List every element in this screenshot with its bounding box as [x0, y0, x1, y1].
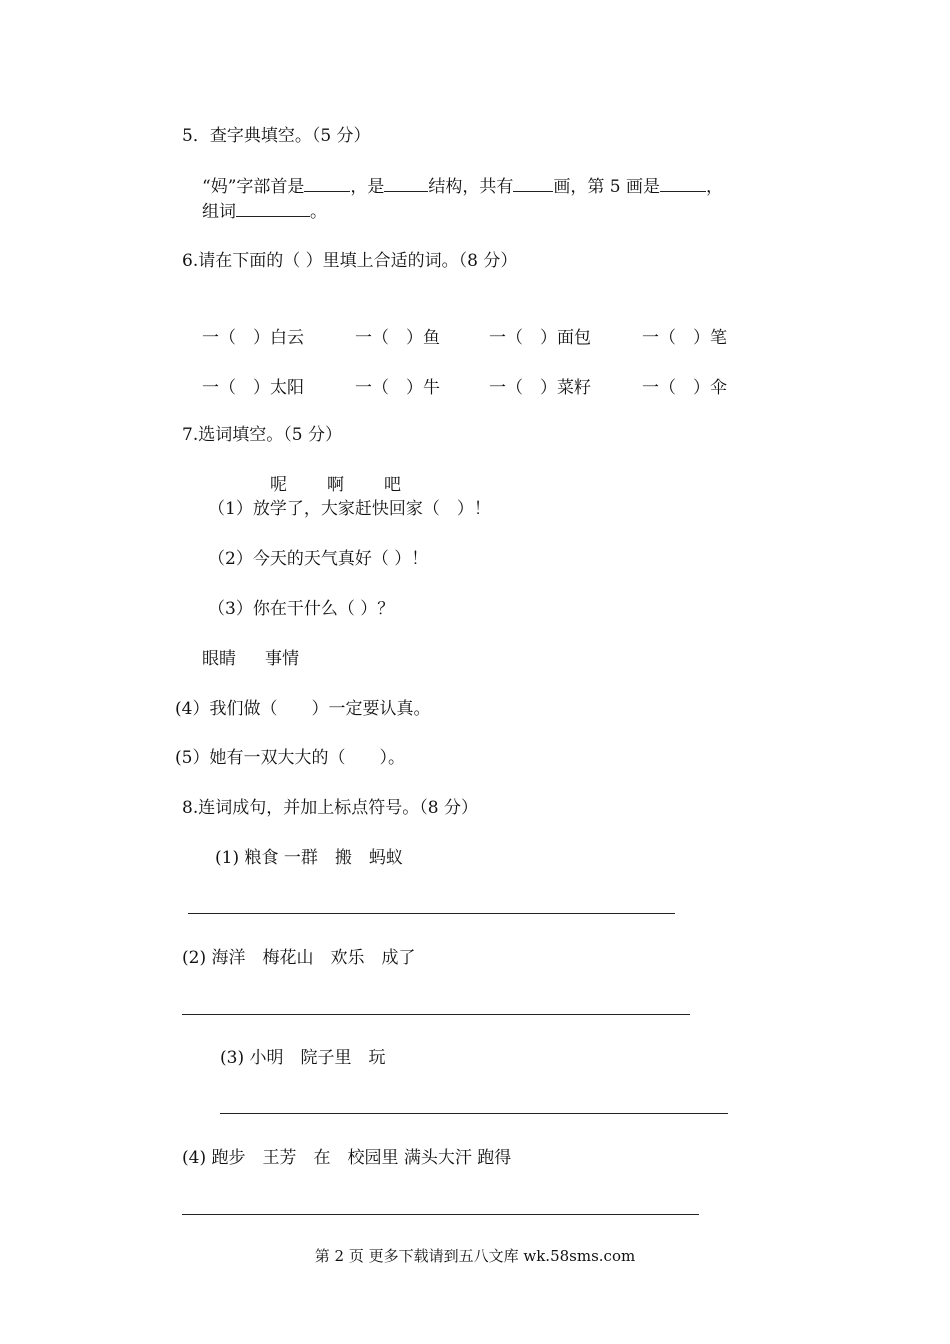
q8-title: 8.连词成句，并加上标点符号。（8 分） [182, 798, 478, 818]
q8-answer-line-2[interactable] [182, 1014, 690, 1015]
q5-blank-radical[interactable] [304, 175, 350, 192]
q5-text-6: 组词 [202, 202, 236, 222]
q7-item-3[interactable]: （3）你在干什么（ ）？ [208, 599, 395, 619]
q7-item-2[interactable]: （2）今天的天气真好（ ）！ [208, 549, 429, 569]
q8-answer-line-4[interactable] [182, 1214, 699, 1215]
q6-title: 6.请在下面的（ ）里填上合适的词。（8 分） [182, 251, 518, 271]
q5-text-5: ， [706, 177, 724, 197]
q5-blank-structure[interactable] [384, 175, 428, 192]
q7-option: 啊 [327, 475, 344, 495]
q6-item[interactable]: 一（ ）菜籽 [489, 378, 591, 398]
q6-item[interactable]: 一（ ）太阳 [202, 378, 304, 398]
q8-item-4: (4) 跑步 王芳 在 校园里 满头大汗 跑得 [182, 1148, 512, 1168]
q5-text-3: 结构，共有 [428, 177, 514, 197]
q5-blank-word[interactable] [236, 200, 310, 217]
q5-blank-fifth-stroke[interactable] [660, 175, 706, 192]
q5-text-4: 画，第 5 画是 [553, 177, 661, 197]
q8-answer-line-3[interactable] [220, 1113, 728, 1114]
q7-title: 7.选词填空。（5 分） [182, 425, 342, 445]
q7-item-1[interactable]: （1）放学了，大家赶快回家（ ）！ [208, 499, 491, 519]
q8-item-2: (2) 海洋 梅花山 欢乐 成了 [182, 948, 416, 968]
q8-item-1: (1) 粮食 一群 搬 蚂蚁 [215, 848, 403, 868]
q7-option: 事情 [265, 649, 299, 669]
q8-answer-line-1[interactable] [188, 913, 675, 914]
q5-title: 5．查字典填空。（5 分） [182, 126, 371, 146]
q6-item[interactable]: 一（ ）伞 [642, 378, 727, 398]
q7-option: 眼睛 [202, 649, 236, 669]
q7-option: 吧 [384, 475, 401, 495]
q6-item[interactable]: 一（ ）白云 [202, 328, 304, 348]
q5-text-2: ，是 [350, 177, 385, 197]
q6-item[interactable]: 一（ ）鱼 [355, 328, 440, 348]
q6-item[interactable]: 一（ ）笔 [642, 328, 727, 348]
q5-line2 [202, 200, 327, 224]
q5-text-1: “妈”字部首是 [202, 177, 305, 197]
q7-item-5[interactable]: (5）她有一双大大的（ ）。 [175, 748, 405, 768]
q6-item[interactable]: 一（ ）牛 [355, 378, 440, 398]
q8-item-3: (3) 小明 院子里 玩 [220, 1048, 386, 1068]
q5-text-7: 。 [310, 202, 327, 222]
q5-line1 [202, 175, 723, 199]
q7-option: 呢 [270, 475, 287, 495]
q5-blank-strokes[interactable] [513, 175, 553, 192]
page-footer: 第 2 页 更多下载请到五八文库 wk.58sms.com [314, 1247, 636, 1265]
q6-item[interactable]: 一（ ）面包 [489, 328, 591, 348]
q7-item-4[interactable]: (4）我们做（ ）一定要认真。 [175, 699, 431, 719]
